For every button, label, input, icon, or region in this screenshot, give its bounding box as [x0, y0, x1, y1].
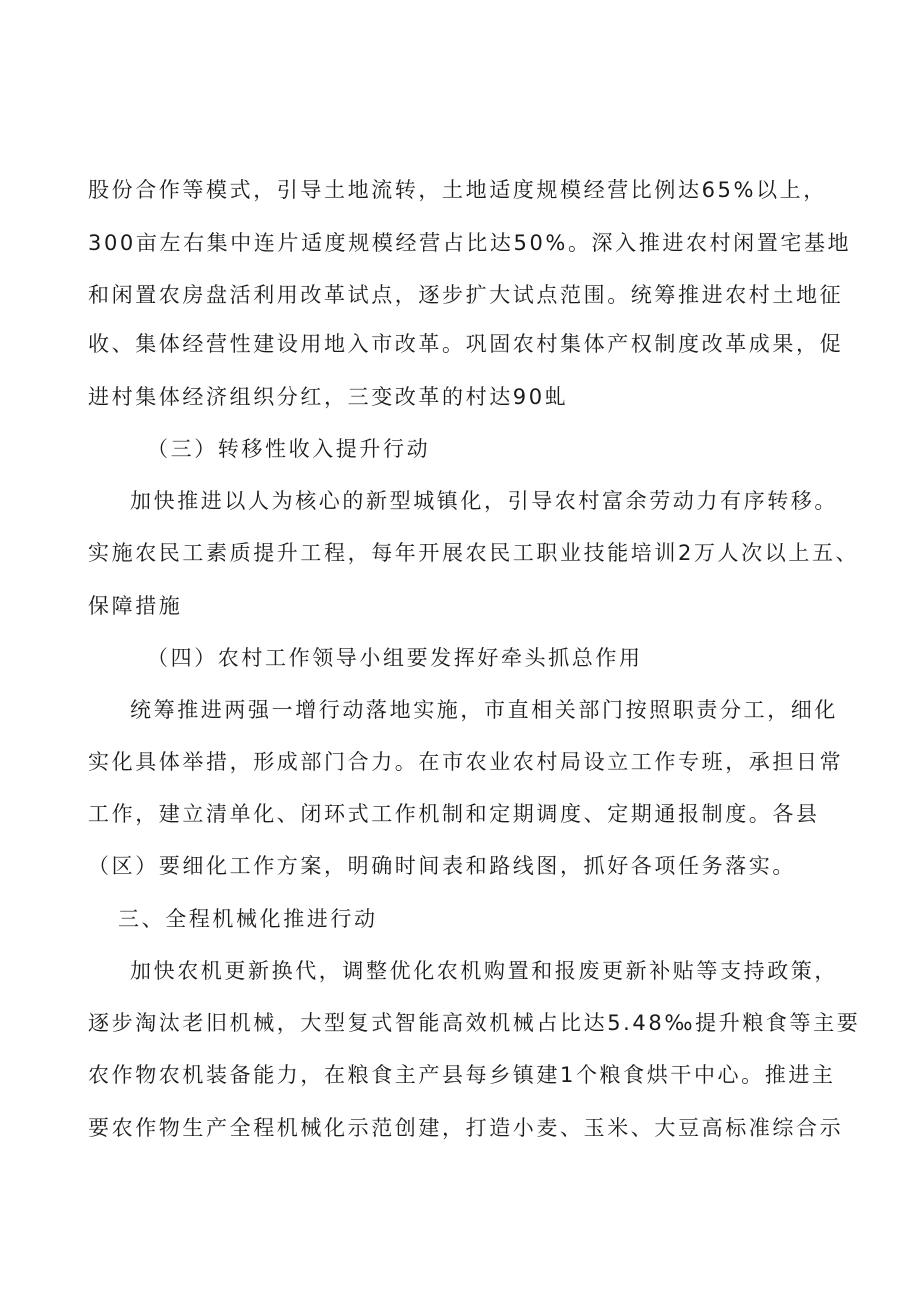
section-heading: （三）转移性收入提升行动 — [147, 437, 431, 461]
body-line: 收、集体经营性建设用地入市改革。巩固农村集体产权制度改革成果，促 — [88, 332, 844, 356]
body-line: 股份合作等模式，引导土地流转，土地适度规模经营比例达65%以上， — [88, 178, 827, 202]
body-line: 农作物农机装备能力，在粮食主产县每乡镇建1个粮食烘干中心。推进主 — [88, 1063, 836, 1087]
body-line: 300亩左右集中连片适度规模经营占比达50%。深入推进农村闲置宅基地 — [88, 231, 852, 255]
body-line: （区）要细化工作方案，明确时间表和路线图，抓好各项任务落实。 — [88, 854, 796, 878]
section-heading: 三、全程机械化推进行动 — [118, 907, 378, 931]
body-line: 工作，建立清单化、闭环式工作机制和定期调度、定期通报制度。各县 — [88, 802, 820, 826]
body-line: 逐步淘汰老旧机械，大型复式智能高效机械占比达5.48‰提升粮食等主要 — [88, 1011, 861, 1035]
body-line: 和闲置农房盘活利用改革试点，逐步扩大试点范围。统筹推进农村土地征 — [88, 283, 844, 307]
body-line: 实化具体举措，形成部门合力。在市农业农村局设立工作专班，承担日常 — [88, 750, 844, 774]
section-heading: （四）农村工作领导小组要发挥好牵头抓总作用 — [147, 646, 643, 670]
body-line: 实施农民工素质提升工程，每年开展农民工职业技能培训2万人次以上五、 — [88, 541, 860, 565]
body-line: 要农作物生产全程机械化示范创建，打造小麦、玉米、大豆高标准综合示 — [88, 1116, 844, 1140]
body-line: 加快推进以人为核心的新型城镇化，引导农村富余劳动力有序转移。 — [130, 489, 838, 513]
body-line: 保障措施 — [88, 594, 183, 618]
body-line: 统筹推进两强一增行动落地实施，市直相关部门按照职责分工，细化 — [130, 698, 838, 722]
body-line: 进村集体经济组织分红，三变改革的村达90虬 — [88, 385, 569, 409]
body-line: 加快农机更新换代，调整优化农机购置和报废更新补贴等支持政策， — [130, 959, 838, 983]
